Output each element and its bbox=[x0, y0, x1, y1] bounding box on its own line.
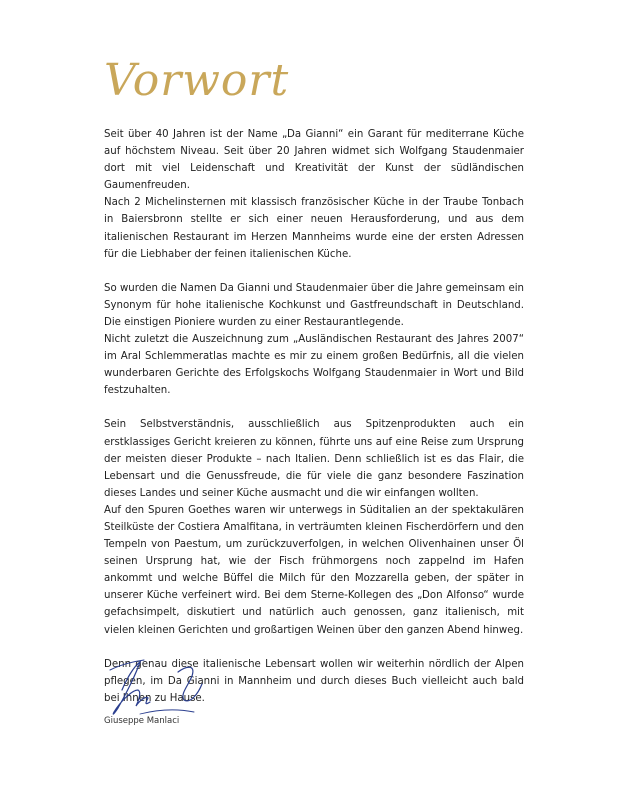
page-title: Vorwort bbox=[104, 55, 290, 106]
foreword-text bbox=[104, 126, 524, 707]
paragraph: So wurden die Namen Da Gianni und Staudenmaier über die Jahre gemeinsam ein Synonym für hohe italienische Kochkunst und Gastfreundschaft in Deutschland. Die einstigen Pioniere wurden zu einer Restaurantlegende. bbox=[104, 282, 524, 328]
paragraph: Denn genau diese italienische Lebensart wollen wir weiterhin nördlich der Alpen pflegen, im Da Gianni in Mannheim und durch dieses Buch vielleicht auch bald bei Ihnen zu Hause. bbox=[104, 658, 524, 704]
paragraph: Nach 2 Michelinsternen mit klassisch französischer Küche in der Traube Tonbach in Baiersbronn stellte er sich einer neuen Herausforderung, und aus dem italienischen Restaurant im Herzen Mannheims wurde eine der ersten Adressen für die Liebhaber der feinen italienischen Küche. bbox=[104, 197, 524, 260]
signer-name: Giuseppe Manlaci bbox=[104, 716, 180, 726]
paragraph: Auf den Spuren Goethes waren wir unterwegs in Süditalien an der spektakulären Steilküste der Costiera Amalfitana, in verträumten kleinen Fischerdörfern und den Tempeln von Paestum, um zurückzuverfolgen, in welchen Olivenhainen unser Öl seinen Ursprung hat, wie der Fisch frühmorgens noch zappelnd im Hafen ankommt und welche Büffel die Milch für den Mozzarella geben, der später in unserer Küche verfeinert wird. Bei dem Sterne-Kollegen des „Don Alfonso“ wurde gefachsimpelt, diskutiert und natürlich auch genossen, ganz italienisch, mit vielen kleinen Gerichten und großartigen Weinen über den ganzen Abend hinweg. bbox=[104, 504, 524, 636]
paragraph: Sein Selbstverständnis, ausschließlich aus Spitzenprodukten auch ein erstklassiges Gericht kreieren zu können, führte uns auf eine Reise zum Ursprung der meisten dieser Produkte – nach Italien. Denn schließlich ist es das Flair, die Lebensart und die Genussfreude, die für viele die ganz besondere Faszination dieses Landes und seiner Küche ausmacht und die wir einfangen wollten. bbox=[104, 419, 524, 499]
paragraph: Nicht zuletzt die Auszeichnung zum „Ausländischen Restaurant des Jahres 2007“ im Aral Schlemmeratlas machte es mir zu einem großen Bedürfnis, all die vielen wunderbaren Gerichte des Erfolgskochs Wolfgang Staudenmaier in Wort und Bild festzuhalten. bbox=[104, 334, 524, 397]
paragraph: Seit über 40 Jahren ist der Name „Da Gianni“ ein Garant für mediterrane Küche auf höchstem Niveau. Seit über 20 Jahren widmet sich Wolfgang Staudenmaier dort mit viel Leidenschaft und Kreativität der Kunst der südländischen Gaumenfreuden. bbox=[104, 129, 524, 192]
